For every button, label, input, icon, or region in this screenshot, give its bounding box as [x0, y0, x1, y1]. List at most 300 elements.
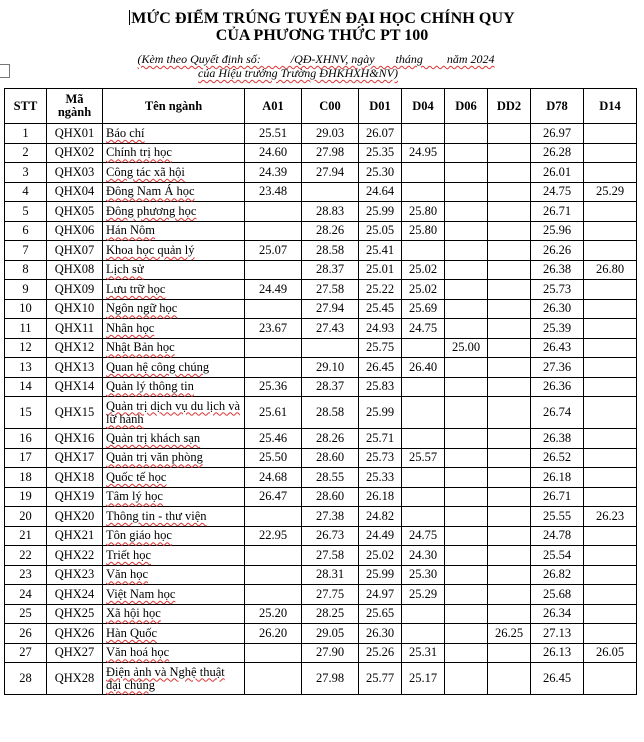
cell-ten-nganh: [103, 468, 245, 488]
col-header-d01: D01: [359, 89, 402, 124]
cell-d04: 24.30: [402, 546, 445, 566]
cell-d04: [402, 624, 445, 644]
cell-dd2: 26.25: [488, 624, 531, 644]
table-row: [5, 163, 637, 183]
cell-d78: 26.18: [531, 468, 584, 488]
cell-ten-nganh: [103, 397, 245, 429]
cell-c00: 27.75: [302, 585, 359, 605]
cell-d01: 25.71: [359, 429, 402, 449]
cell-dd2: [488, 202, 531, 222]
cell-stt: 22: [5, 546, 47, 566]
cell-a01: [245, 299, 302, 319]
col-header-ten-nganh: Tên ngành: [103, 89, 245, 124]
cell-d78: 24.78: [531, 526, 584, 546]
cell-dd2: [488, 643, 531, 663]
cell-d14: 26.05: [584, 643, 637, 663]
cell-dd2: [488, 163, 531, 183]
ten-nganh-text: Nhật Bản học: [106, 340, 175, 355]
document-note-line1: [0, 52, 638, 67]
cell-ten-nganh: [103, 643, 245, 663]
cell-d78: 26.28: [531, 143, 584, 163]
cell-d14: [584, 487, 637, 507]
cell-stt: 2: [5, 143, 47, 163]
cell-d01: 25.99: [359, 397, 402, 429]
ten-nganh-text: Đông phương học: [106, 203, 197, 218]
ten-nganh-text: Công tác xã hội: [106, 164, 185, 179]
cell-d78: 26.34: [531, 604, 584, 624]
cell-d01: 24.97: [359, 585, 402, 605]
cell-d06: [445, 260, 488, 280]
ten-nganh-text: Quản trị văn phòng: [106, 450, 203, 465]
cell-d14: [584, 546, 637, 566]
cell-d06: [445, 397, 488, 429]
cell-d04: [402, 163, 445, 183]
ten-nganh-text: Báo chí: [106, 125, 145, 140]
cell-dd2: [488, 338, 531, 358]
ten-nganh-text: Lịch sử: [106, 262, 144, 277]
cell-d01: 25.22: [359, 280, 402, 300]
cell-ma-nganh: QHX24: [47, 585, 103, 605]
cell-c00: 27.58: [302, 546, 359, 566]
cell-d01: 25.99: [359, 202, 402, 222]
cell-stt: 28: [5, 663, 47, 695]
ten-nganh-text: Quản trị dịch vụ du lịch và lữ hành: [106, 398, 240, 426]
col-header-d06: D06: [445, 89, 488, 124]
cell-d04: [402, 124, 445, 144]
cell-d06: [445, 429, 488, 449]
table-row: [5, 241, 637, 261]
cell-dd2: [488, 448, 531, 468]
cell-dd2: [488, 319, 531, 339]
cell-d01: 25.26: [359, 643, 402, 663]
cell-a01: 25.46: [245, 429, 302, 449]
cell-ma-nganh: QHX01: [47, 124, 103, 144]
cell-a01: [245, 663, 302, 695]
table-row: [5, 429, 637, 449]
cell-ma-nganh: QHX06: [47, 221, 103, 241]
cell-ma-nganh: QHX15: [47, 397, 103, 429]
cell-d01: 26.45: [359, 358, 402, 378]
cell-d01: 25.05: [359, 221, 402, 241]
ten-nganh-text: Thông tin - thư viện: [106, 508, 207, 523]
ten-nganh-text: Văn hoá học: [106, 645, 170, 660]
cell-d01: 25.30: [359, 163, 402, 183]
cell-dd2: [488, 241, 531, 261]
cell-ma-nganh: QHX03: [47, 163, 103, 183]
cell-ten-nganh: [103, 299, 245, 319]
cell-ma-nganh: QHX20: [47, 507, 103, 527]
cell-a01: [245, 565, 302, 585]
cell-c00: 27.94: [302, 299, 359, 319]
cell-d06: [445, 507, 488, 527]
cell-d78: 25.39: [531, 319, 584, 339]
ten-nganh-text: Quản lý thông tin: [106, 379, 194, 394]
cell-c00: 29.05: [302, 624, 359, 644]
cell-d04: 25.57: [402, 448, 445, 468]
ten-nganh-text: Quốc tế học: [106, 469, 167, 484]
cell-a01: 26.47: [245, 487, 302, 507]
cell-d06: [445, 241, 488, 261]
cell-c00: 27.94: [302, 163, 359, 183]
cell-stt: 20: [5, 507, 47, 527]
table-row: [5, 299, 637, 319]
cell-d14: [584, 143, 637, 163]
cell-dd2: [488, 507, 531, 527]
cell-c00: 28.37: [302, 260, 359, 280]
ten-nganh-text: Hàn Quốc: [106, 625, 158, 640]
cell-dd2: [488, 221, 531, 241]
table-row: [5, 260, 637, 280]
cell-dd2: [488, 585, 531, 605]
cell-d06: [445, 546, 488, 566]
col-header-ma-nganh: Mã ngành: [47, 89, 103, 124]
cell-d04: [402, 338, 445, 358]
cell-ten-nganh: [103, 526, 245, 546]
cell-a01: [245, 202, 302, 222]
document-title-line2: CỦA PHƯƠNG THỨC PT 100: [215, 27, 429, 44]
cell-a01: [245, 338, 302, 358]
col-header-dd2: DD2: [488, 89, 531, 124]
cell-d04: [402, 604, 445, 624]
cell-d14: [584, 604, 637, 624]
cell-c00: 27.98: [302, 143, 359, 163]
cell-d78: 25.96: [531, 221, 584, 241]
cell-ma-nganh: QHX26: [47, 624, 103, 644]
cell-d04: 25.31: [402, 643, 445, 663]
cell-d78: 24.75: [531, 182, 584, 202]
cell-d14: [584, 663, 637, 695]
cell-dd2: [488, 280, 531, 300]
cell-a01: 25.20: [245, 604, 302, 624]
cell-ten-nganh: [103, 124, 245, 144]
cell-stt: 12: [5, 338, 47, 358]
cell-c00: 27.43: [302, 319, 359, 339]
cell-dd2: [488, 565, 531, 585]
cell-dd2: [488, 429, 531, 449]
cell-d14: [584, 299, 637, 319]
table-row: [5, 338, 637, 358]
ten-nganh-text: Lưu trữ học: [106, 281, 166, 296]
cell-a01: [245, 507, 302, 527]
cell-dd2: [488, 182, 531, 202]
cell-stt: 10: [5, 299, 47, 319]
cell-d06: [445, 604, 488, 624]
cell-d06: [445, 163, 488, 183]
cell-dd2: [488, 358, 531, 378]
cell-d14: [584, 124, 637, 144]
cell-ten-nganh: [103, 546, 245, 566]
cell-d78: 25.54: [531, 546, 584, 566]
cell-c00: 27.58: [302, 280, 359, 300]
cell-a01: 25.51: [245, 124, 302, 144]
cell-d06: [445, 624, 488, 644]
cell-dd2: [488, 663, 531, 695]
cell-c00: 28.58: [302, 397, 359, 429]
cell-d01: 25.01: [359, 260, 402, 280]
cell-d01: 25.41: [359, 241, 402, 261]
cell-stt: 23: [5, 565, 47, 585]
cell-d06: [445, 221, 488, 241]
table-row: [5, 377, 637, 397]
cell-d78: 26.74: [531, 397, 584, 429]
cell-stt: 24: [5, 585, 47, 605]
cell-d04: 25.02: [402, 260, 445, 280]
cell-ma-nganh: QHX02: [47, 143, 103, 163]
cell-d78: 26.38: [531, 260, 584, 280]
cell-c00: 28.31: [302, 565, 359, 585]
cell-d04: [402, 468, 445, 488]
cell-d06: [445, 299, 488, 319]
cell-c00: [302, 338, 359, 358]
cell-c00: 28.58: [302, 241, 359, 261]
cell-d06: [445, 565, 488, 585]
cell-d01: 26.07: [359, 124, 402, 144]
cell-c00: 26.73: [302, 526, 359, 546]
cell-ma-nganh: QHX04: [47, 182, 103, 202]
cell-d78: 27.13: [531, 624, 584, 644]
table-row: [5, 643, 637, 663]
cell-ma-nganh: QHX14: [47, 377, 103, 397]
col-header-stt: STT: [5, 89, 47, 124]
table-row: [5, 624, 637, 644]
col-header-d14: D14: [584, 89, 637, 124]
cell-d01: 25.45: [359, 299, 402, 319]
cell-d04: 24.95: [402, 143, 445, 163]
cell-d78: 26.43: [531, 338, 584, 358]
cell-d01: 25.35: [359, 143, 402, 163]
cell-ten-nganh: [103, 202, 245, 222]
cell-d14: [584, 448, 637, 468]
cell-dd2: [488, 487, 531, 507]
cell-ten-nganh: [103, 565, 245, 585]
cell-d04: 25.29: [402, 585, 445, 605]
ten-nganh-text: Văn học: [106, 567, 148, 582]
ten-nganh-text: Điện ảnh và Nghệ thuật đại chúng: [106, 664, 225, 692]
cell-ten-nganh: [103, 663, 245, 695]
cell-ten-nganh: [103, 604, 245, 624]
cell-stt: 19: [5, 487, 47, 507]
cell-a01: [245, 358, 302, 378]
page-corner-mark: [0, 64, 10, 78]
cell-a01: 24.68: [245, 468, 302, 488]
cell-d14: [584, 585, 637, 605]
cell-d14: [584, 221, 637, 241]
cell-stt: 15: [5, 397, 47, 429]
cell-d01: 25.75: [359, 338, 402, 358]
cell-ten-nganh: [103, 487, 245, 507]
cell-d04: 25.17: [402, 663, 445, 695]
cell-c00: 28.26: [302, 429, 359, 449]
cell-stt: 1: [5, 124, 47, 144]
cell-d01: 25.02: [359, 546, 402, 566]
cell-ten-nganh: [103, 182, 245, 202]
cell-d06: [445, 202, 488, 222]
cell-d14: [584, 429, 637, 449]
cell-ma-nganh: QHX25: [47, 604, 103, 624]
cell-d04: 25.80: [402, 202, 445, 222]
cell-d06: [445, 663, 488, 695]
cell-d78: 26.52: [531, 448, 584, 468]
ten-nganh-text: Hán Nôm: [106, 223, 155, 238]
ten-nganh-text: Tôn giáo học: [106, 528, 172, 543]
cell-d78: 25.68: [531, 585, 584, 605]
cell-d06: [445, 448, 488, 468]
cell-a01: 22.95: [245, 526, 302, 546]
table-row: [5, 546, 637, 566]
cell-d01: 25.77: [359, 663, 402, 695]
cell-d01: 25.33: [359, 468, 402, 488]
cell-d14: [584, 397, 637, 429]
cell-ma-nganh: QHX22: [47, 546, 103, 566]
table-row: [5, 604, 637, 624]
document-title-line1: MỨC ĐIỂM TRÚNG TUYỂN ĐẠI HỌC CHÍNH QUY: [0, 10, 644, 28]
cell-stt: 18: [5, 468, 47, 488]
cell-a01: 24.60: [245, 143, 302, 163]
cell-d04: 24.75: [402, 319, 445, 339]
cell-d01: 26.30: [359, 624, 402, 644]
cell-stt: 5: [5, 202, 47, 222]
cell-d01: 26.18: [359, 487, 402, 507]
cell-ten-nganh: [103, 221, 245, 241]
cell-d01: 24.93: [359, 319, 402, 339]
cell-d78: 26.36: [531, 377, 584, 397]
cell-d14: [584, 280, 637, 300]
cell-d78: 26.38: [531, 429, 584, 449]
cell-d06: [445, 585, 488, 605]
cell-ten-nganh: [103, 448, 245, 468]
cell-d06: [445, 643, 488, 663]
cell-d06: 25.00: [445, 338, 488, 358]
cell-ten-nganh: [103, 358, 245, 378]
cell-d14: [584, 163, 637, 183]
cell-a01: [245, 643, 302, 663]
cell-ma-nganh: QHX11: [47, 319, 103, 339]
cell-stt: 27: [5, 643, 47, 663]
ten-nganh-text: Tâm lý học: [106, 489, 163, 504]
table-row: [5, 585, 637, 605]
cell-stt: 6: [5, 221, 47, 241]
cell-d06: [445, 143, 488, 163]
table-body: [5, 124, 637, 695]
table-header-row: [5, 89, 637, 124]
cell-d14: 25.29: [584, 182, 637, 202]
cell-d14: 26.80: [584, 260, 637, 280]
cell-d01: 25.83: [359, 377, 402, 397]
table-row: [5, 448, 637, 468]
cell-d04: [402, 182, 445, 202]
cell-d14: [584, 338, 637, 358]
cell-d06: [445, 124, 488, 144]
cell-ten-nganh: [103, 624, 245, 644]
cell-d04: 25.80: [402, 221, 445, 241]
cell-stt: 14: [5, 377, 47, 397]
cell-c00: 28.60: [302, 448, 359, 468]
ten-nganh-text: Nhân học: [106, 320, 155, 335]
cell-d01: 25.99: [359, 565, 402, 585]
ten-nganh-text: Quan hệ công chúng: [106, 359, 210, 374]
cell-d06: [445, 280, 488, 300]
table-row: [5, 663, 637, 695]
cell-c00: 28.55: [302, 468, 359, 488]
cell-d78: 26.97: [531, 124, 584, 144]
cell-ten-nganh: [103, 260, 245, 280]
ten-nganh-text: Xã hội học: [106, 606, 161, 621]
cell-a01: 25.36: [245, 377, 302, 397]
cell-stt: 4: [5, 182, 47, 202]
score-table: [4, 88, 637, 695]
cell-d06: [445, 526, 488, 546]
cell-ten-nganh: [103, 143, 245, 163]
table-row: [5, 319, 637, 339]
cell-c00: 27.38: [302, 507, 359, 527]
cell-a01: 23.48: [245, 182, 302, 202]
col-header-d78: D78: [531, 89, 584, 124]
cell-a01: 25.50: [245, 448, 302, 468]
cell-c00: 29.10: [302, 358, 359, 378]
cell-d14: [584, 358, 637, 378]
cell-d04: 24.75: [402, 526, 445, 546]
col-header-c00: C00: [302, 89, 359, 124]
cell-d78: 26.13: [531, 643, 584, 663]
cell-c00: 28.37: [302, 377, 359, 397]
cell-ma-nganh: QHX12: [47, 338, 103, 358]
cell-d04: [402, 487, 445, 507]
cell-dd2: [488, 260, 531, 280]
cell-ten-nganh: [103, 377, 245, 397]
cell-d14: [584, 202, 637, 222]
cell-ma-nganh: QHX17: [47, 448, 103, 468]
cell-c00: [302, 182, 359, 202]
ten-nganh-text: Ngôn ngữ học: [106, 301, 178, 316]
ten-nganh-text: Quản trị khách sạn: [106, 430, 201, 445]
cell-dd2: [488, 377, 531, 397]
cell-d14: [584, 241, 637, 261]
cell-c00: 28.60: [302, 487, 359, 507]
table-row: [5, 358, 637, 378]
cell-dd2: [488, 299, 531, 319]
table-row: [5, 202, 637, 222]
cell-d04: 25.69: [402, 299, 445, 319]
cell-ma-nganh: QHX19: [47, 487, 103, 507]
cell-d04: 26.40: [402, 358, 445, 378]
cell-stt: 11: [5, 319, 47, 339]
cell-d06: [445, 182, 488, 202]
cell-dd2: [488, 526, 531, 546]
cell-d78: 26.71: [531, 202, 584, 222]
cell-d78: 26.45: [531, 663, 584, 695]
cell-d14: [584, 526, 637, 546]
cell-ten-nganh: [103, 507, 245, 527]
cell-d04: 25.30: [402, 565, 445, 585]
cell-d14: [584, 565, 637, 585]
table-row: [5, 221, 637, 241]
cell-d01: 24.64: [359, 182, 402, 202]
cell-dd2: [488, 546, 531, 566]
cell-stt: 25: [5, 604, 47, 624]
cell-d01: 25.73: [359, 448, 402, 468]
cell-ma-nganh: QHX27: [47, 643, 103, 663]
table-row: [5, 468, 637, 488]
col-header-d04: D04: [402, 89, 445, 124]
cell-d04: [402, 429, 445, 449]
cell-d06: [445, 487, 488, 507]
cell-dd2: [488, 143, 531, 163]
cell-a01: 23.67: [245, 319, 302, 339]
cell-stt: 13: [5, 358, 47, 378]
cell-a01: 24.49: [245, 280, 302, 300]
table-row: [5, 280, 637, 300]
cell-ten-nganh: [103, 319, 245, 339]
